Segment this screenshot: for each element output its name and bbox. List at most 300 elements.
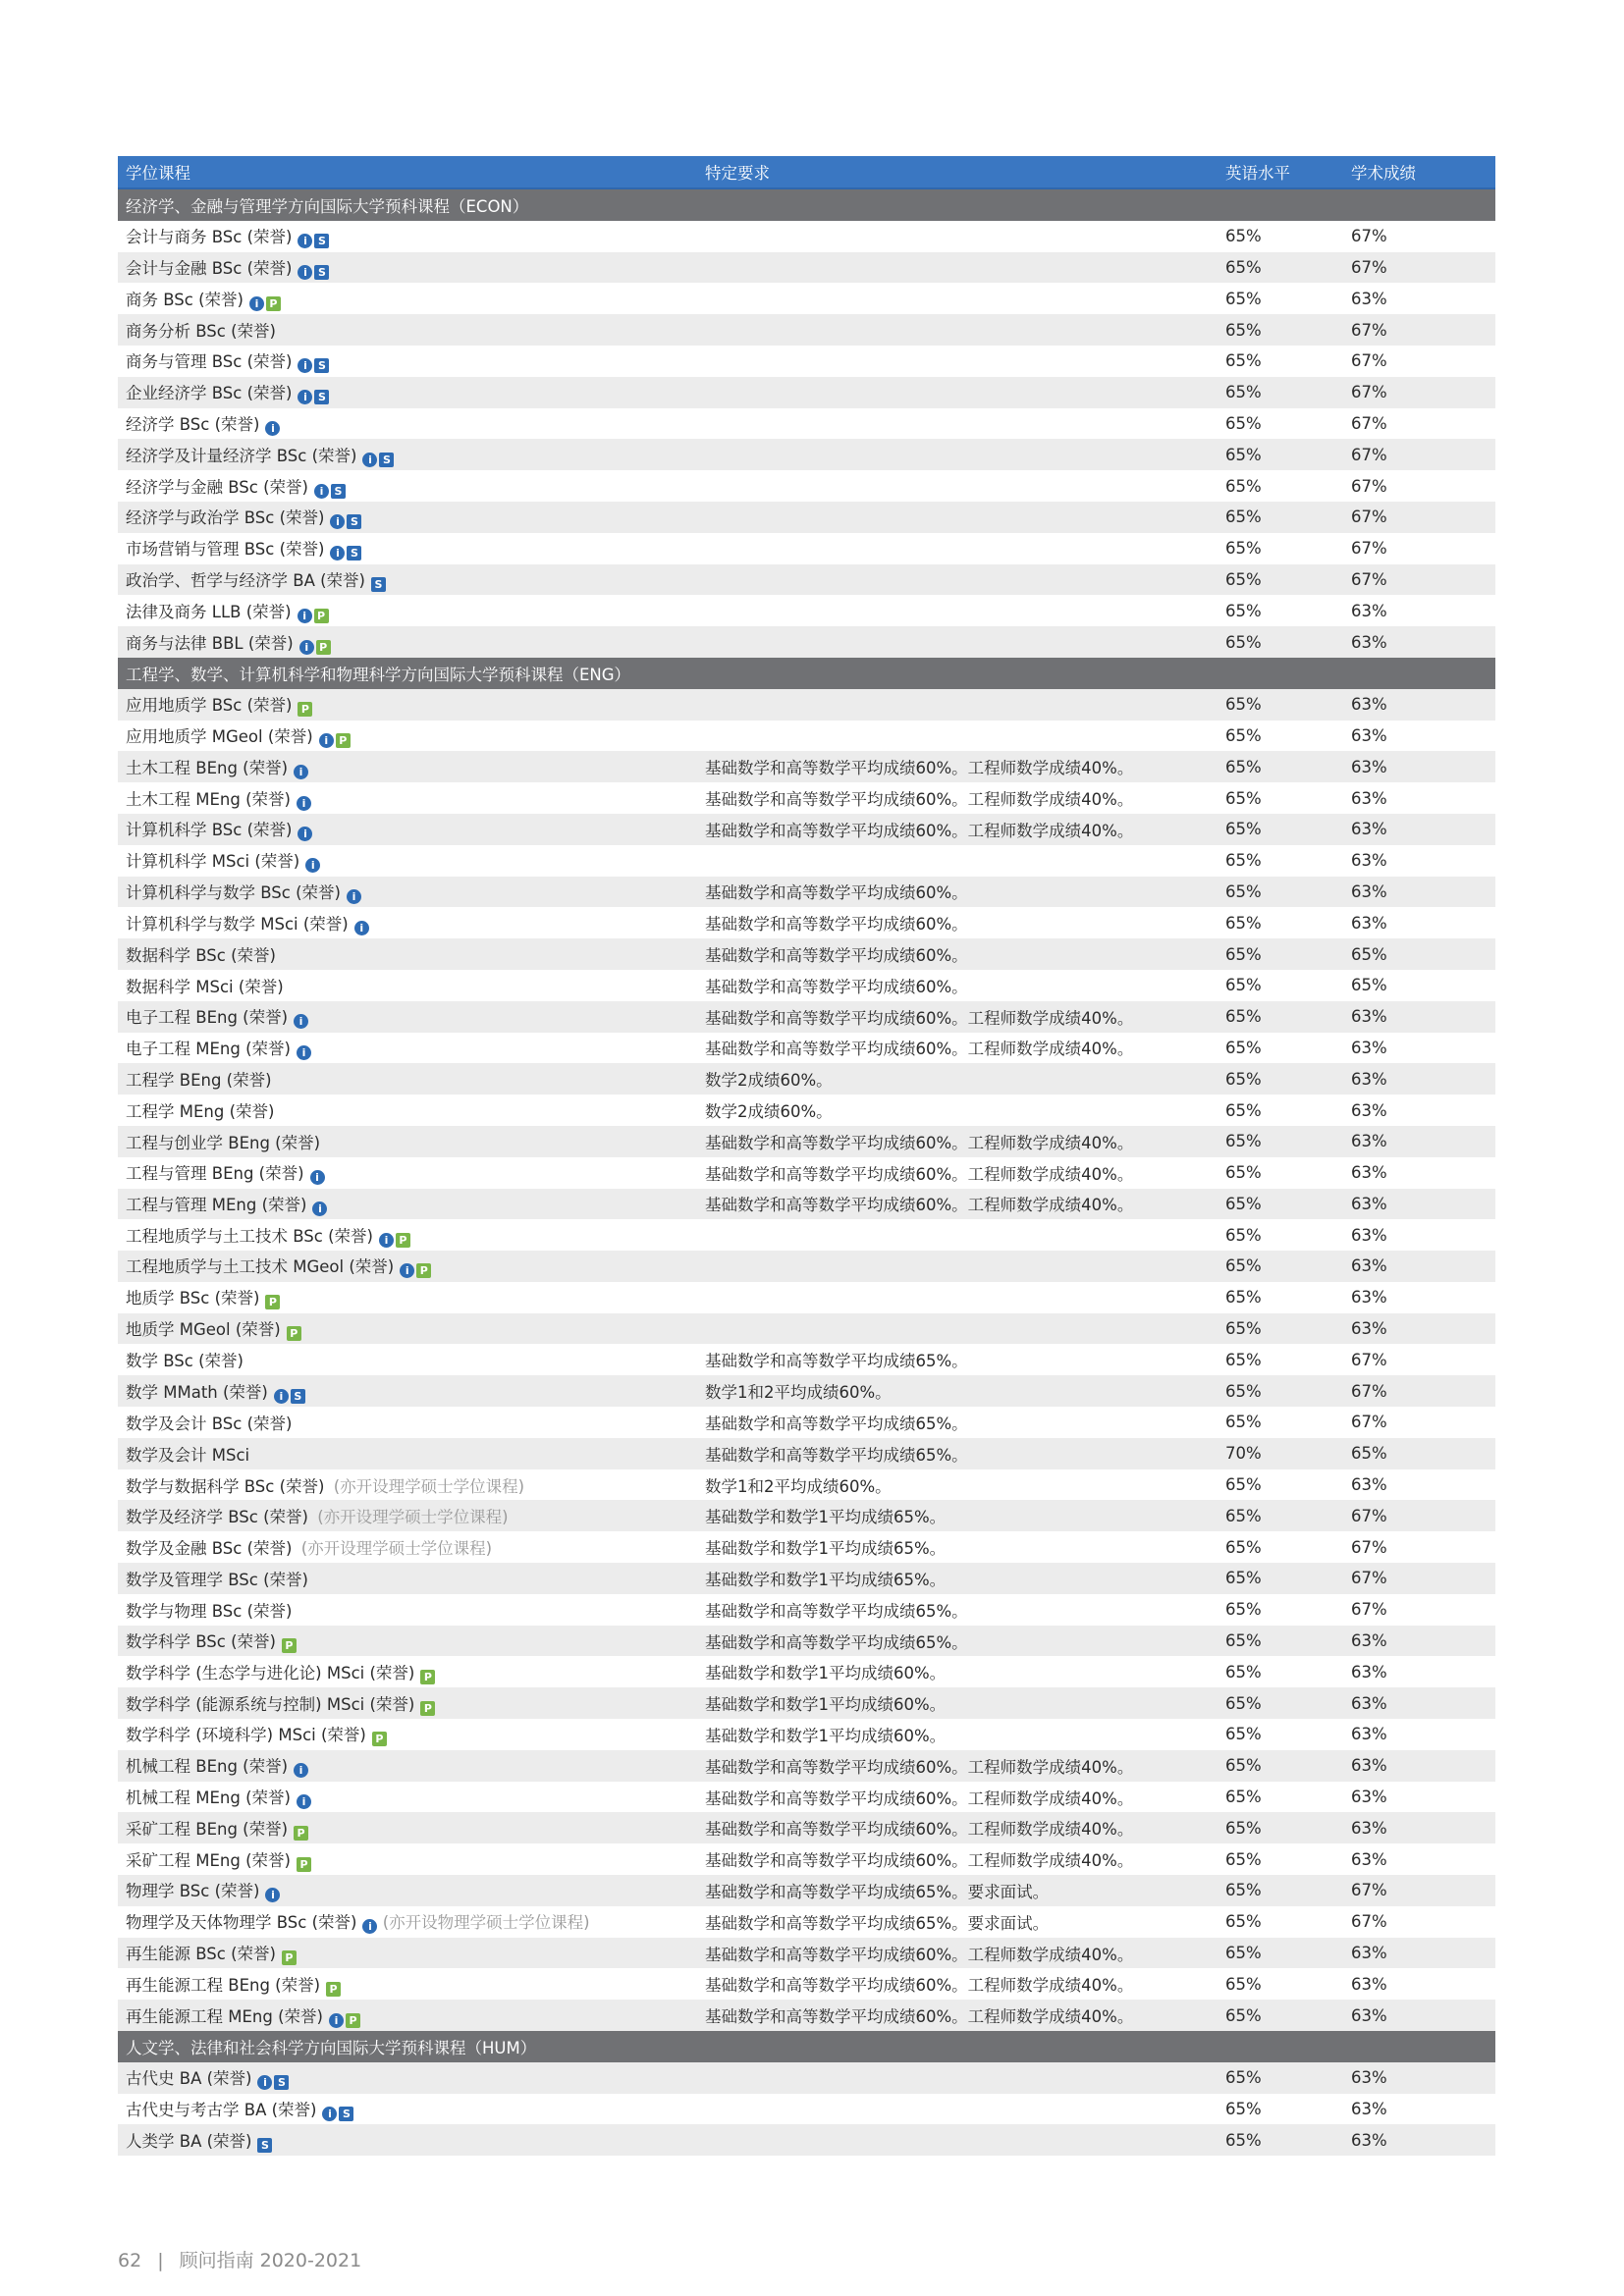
course-cell [118,283,697,314]
academic-score-cell: 67% [1343,1375,1495,1407]
info-icon: i [249,296,264,311]
course-name: 会计与商务 BSc (荣誉) [126,228,293,247]
section-title: 人文学、法律和社会科学方向国际大学预科课程（HUM） [118,2031,1495,2062]
academic-score-cell: 63% [1343,2000,1495,2031]
scholarship-icon: S [291,1389,305,1404]
table-row [118,877,1495,908]
info-icon: i [298,390,312,404]
english-level-cell: 65% [1218,1344,1343,1375]
table-row [118,626,1495,658]
requirement-cell: 数学1和2平均成绩60%。 [697,1375,1218,1407]
course-cell [118,1812,697,1843]
course-cell [118,1438,697,1469]
academic-score-cell: 63% [1343,1157,1495,1189]
english-level-cell: 65% [1218,2124,1343,2156]
academic-score-cell: 63% [1343,1626,1495,1657]
scholarship-icon: S [347,546,361,561]
scholarship-icon: S [314,234,329,248]
requirement-cell: 基础数学和高等数学平均成绩65%。 [697,1626,1218,1657]
requirement-cell [697,626,1218,658]
english-level-cell: 65% [1218,1189,1343,1220]
course-name: 再生能源 BSc (荣誉) [126,1945,276,1964]
scholarship-icon: S [257,2138,272,2153]
academic-score-cell: 63% [1343,751,1495,782]
requirement-cell [697,377,1218,408]
english-level-cell: 65% [1218,2094,1343,2125]
placement-icon: P [416,1263,431,1278]
course-cell [118,1001,697,1033]
english-level-cell: 65% [1218,283,1343,314]
academic-score-cell: 67% [1343,1500,1495,1531]
info-icon: i [330,546,345,561]
academic-score-cell: 67% [1343,221,1495,252]
course-name: 地质学 MGeol (荣誉) [126,1320,281,1340]
table-row [118,1719,1495,1750]
course-name: 企业经济学 BSc (荣誉) [126,384,293,403]
table-row [118,502,1495,533]
academic-score-cell: 67% [1343,1563,1495,1594]
table-row [118,782,1495,814]
scholarship-icon: S [379,453,394,467]
academic-score-cell: 63% [1343,1219,1495,1251]
requirement-cell [697,252,1218,284]
english-level-cell: 65% [1218,533,1343,564]
table-row [118,1126,1495,1157]
academic-score-cell: 63% [1343,814,1495,845]
table-row [118,1375,1495,1407]
table-row [118,533,1495,564]
info-icon: i [274,1389,289,1404]
table-row [118,1875,1495,1906]
academic-score-cell: 67% [1343,533,1495,564]
course-name: 电子工程 BEng (荣誉) [126,1008,289,1028]
course-cell [118,751,697,782]
course-name: 采矿工程 MEng (荣誉) [126,1850,291,1870]
academic-score-cell: 67% [1343,346,1495,377]
academic-score-cell: 67% [1343,439,1495,470]
course-name: 经济学与政治学 BSc (荣誉) [126,508,325,528]
scholarship-icon: S [274,2075,289,2090]
english-level-cell: 65% [1218,1033,1343,1064]
english-level-cell: 65% [1218,439,1343,470]
requirement-cell: 基础数学和数学1平均成绩60%。 [697,1656,1218,1687]
course-name: 工程与创业学 BEng (荣誉) [126,1133,321,1152]
course-cell [118,938,697,970]
english-level-cell: 65% [1218,970,1343,1001]
academic-score-cell: 63% [1343,595,1495,626]
course-name: 数据科学 BSc (荣誉) [126,946,276,966]
requirement-cell [697,1219,1218,1251]
english-level-cell: 65% [1218,689,1343,721]
course-cell [118,1626,697,1657]
course-note: (亦开设理学硕士学位课程) [300,1539,493,1559]
academic-score-cell: 67% [1343,470,1495,502]
requirement-cell: 基础数学和高等数学平均成绩60%。工程师数学成绩40%。 [697,1750,1218,1782]
course-name: 数学及金融 BSc (荣誉) [126,1539,293,1559]
english-level-cell: 65% [1218,1001,1343,1033]
course-name: 数学科学 (生态学与进化论) MSci (荣誉) [126,1663,415,1682]
english-level-cell: 65% [1218,938,1343,970]
english-level-cell: 65% [1218,814,1343,845]
course-name: 再生能源工程 BEng (荣誉) [126,1975,321,1995]
footer-title: 顾问指南 2020-2021 [179,2250,362,2271]
academic-score-cell: 63% [1343,1812,1495,1843]
course-cell [118,1500,697,1531]
placement-icon: P [266,296,281,311]
english-level-cell: 65% [1218,845,1343,877]
academic-score-cell: 63% [1343,877,1495,908]
english-level-cell: 65% [1218,1251,1343,1282]
course-name: 计算机科学 BSc (荣誉) [126,821,293,840]
english-level-cell: 65% [1218,595,1343,626]
course-cell [118,1313,697,1345]
requirement-cell: 基础数学和高等数学平均成绩60%。工程师数学成绩40%。 [697,782,1218,814]
course-cell [118,1594,697,1626]
table-row [118,1594,1495,1626]
english-level-cell: 65% [1218,1750,1343,1782]
table-row [118,814,1495,845]
english-level-cell: 65% [1218,1812,1343,1843]
course-cell [118,2094,697,2125]
course-name: 古代史 BA (荣誉) [126,2069,252,2089]
academic-score-cell: 63% [1343,1750,1495,1782]
info-icon: i [329,2013,344,2028]
course-cell [118,845,697,877]
requirement-cell [697,595,1218,626]
info-icon: i [330,514,345,529]
course-cell [118,626,697,658]
requirement-cell: 基础数学和数学1平均成绩60%。 [697,1687,1218,1719]
placement-icon: P [396,1233,410,1248]
section-row [118,658,1495,689]
table-row [118,1531,1495,1563]
course-cell [118,1033,697,1064]
placement-icon: P [265,1295,280,1309]
english-level-cell: 65% [1218,1407,1343,1438]
requirement-cell [697,564,1218,596]
academic-score-cell: 63% [1343,1938,1495,1969]
table-row [118,1438,1495,1469]
english-level-cell: 70% [1218,1438,1343,1469]
course-note: (亦开设理学硕士学位课程) [317,1508,509,1527]
course-cell [118,1157,697,1189]
scholarship-icon: S [314,358,329,373]
course-cell [118,252,697,284]
info-icon: i [305,858,320,873]
info-icon: i [319,733,334,748]
english-level-cell: 65% [1218,1157,1343,1189]
table-row [118,1812,1495,1843]
info-icon: i [297,1045,311,1060]
course-name: 土木工程 BEng (荣誉) [126,758,289,777]
table-row [118,1407,1495,1438]
academic-score-cell: 63% [1343,2062,1495,2094]
academic-score-cell: 65% [1343,970,1495,1001]
english-level-cell: 65% [1218,1469,1343,1501]
english-level-cell: 65% [1218,751,1343,782]
info-icon: i [298,265,312,280]
course-cell [118,1344,697,1375]
header-course: 学位课程 [118,156,697,188]
table-row [118,938,1495,970]
course-name: 数学及会计 BSc (荣誉) [126,1414,293,1433]
course-cell [118,1219,697,1251]
course-name: 数学科学 (环境科学) MSci (荣誉) [126,1726,366,1745]
course-cell [118,314,697,346]
english-level-cell: 65% [1218,1687,1343,1719]
requirement-cell: 基础数学和高等数学平均成绩60%。工程师数学成绩40%。 [697,751,1218,782]
academic-score-cell: 63% [1343,1313,1495,1345]
info-icon: i [297,1794,311,1809]
requirement-cell [697,346,1218,377]
table-row [118,2094,1495,2125]
academic-score-cell: 65% [1343,1438,1495,1469]
english-level-cell: 65% [1218,1095,1343,1126]
table-row [118,1626,1495,1657]
course-name: 商务与管理 BSc (荣誉) [126,352,293,372]
table-header-row [118,156,1495,188]
section-title: 工程学、数学、计算机科学和物理科学方向国际大学预科课程（ENG） [118,658,1495,689]
requirement-cell [697,2062,1218,2094]
academic-score-cell: 63% [1343,782,1495,814]
english-level-cell: 65% [1218,1626,1343,1657]
table-row [118,907,1495,938]
course-cell [118,1251,697,1282]
placement-icon: P [297,1857,311,1872]
requirement-cell: 基础数学和高等数学平均成绩65%。 [697,1407,1218,1438]
academic-score-cell: 63% [1343,1843,1495,1875]
requirement-cell: 基础数学和数学1平均成绩65%。 [697,1563,1218,1594]
scholarship-icon: S [314,390,329,404]
requirement-cell: 基础数学和数学1平均成绩65%。 [697,1531,1218,1563]
table-row [118,1282,1495,1313]
course-name: 数学及经济学 BSc (荣誉) [126,1508,308,1527]
academic-score-cell: 67% [1343,564,1495,596]
course-name: 商务 BSc (荣誉) [126,290,244,309]
course-cell [118,1687,697,1719]
course-cell [118,1407,697,1438]
academic-score-cell: 67% [1343,377,1495,408]
academic-score-cell: 67% [1343,1875,1495,1906]
course-name: 电子工程 MEng (荣誉) [126,1039,291,1058]
requirement-cell [697,533,1218,564]
table-row [118,1033,1495,1064]
academic-score-cell: 67% [1343,1531,1495,1563]
english-level-cell: 65% [1218,1906,1343,1938]
table-row [118,439,1495,470]
academic-score-cell: 67% [1343,252,1495,284]
course-name: 数学及会计 MSci [126,1445,250,1465]
info-icon: i [298,827,312,841]
table-row [118,721,1495,752]
course-cell [118,1095,697,1126]
table-row [118,2062,1495,2094]
course-cell [118,595,697,626]
requirement-cell: 基础数学和高等数学平均成绩65%。 [697,1438,1218,1469]
academic-score-cell: 63% [1343,689,1495,721]
info-icon: i [314,484,329,499]
requirement-cell: 基础数学和高等数学平均成绩60%。工程师数学成绩40%。 [697,1843,1218,1875]
table-row [118,1563,1495,1594]
english-level-cell: 65% [1218,1126,1343,1157]
course-cell [118,1469,697,1501]
table-row [118,1906,1495,1938]
english-level-cell: 65% [1218,1656,1343,1687]
english-level-cell: 65% [1218,346,1343,377]
requirement-cell: 基础数学和高等数学平均成绩60%。工程师数学成绩40%。 [697,2000,1218,2031]
requirement-cell [697,314,1218,346]
english-level-cell: 65% [1218,377,1343,408]
table-row [118,1219,1495,1251]
course-cell [118,814,697,845]
info-icon: i [310,1170,325,1185]
scholarship-icon: S [314,265,329,280]
course-name: 采矿工程 BEng (荣誉) [126,1819,289,1839]
course-note: (亦开设物理学硕士学位课程) [382,1913,590,1933]
course-cell [118,2000,697,2031]
academic-score-cell: 63% [1343,1968,1495,2000]
academic-score-cell: 63% [1343,907,1495,938]
table-row [118,1313,1495,1345]
course-name: 政治学、哲学与经济学 BA (荣誉) [126,570,365,590]
course-cell [118,1282,697,1313]
english-level-cell: 65% [1218,1500,1343,1531]
course-name: 工程与管理 BEng (荣誉) [126,1164,304,1184]
academic-score-cell: 63% [1343,845,1495,877]
table-row [118,408,1495,440]
info-icon: i [298,358,312,373]
academic-score-cell: 67% [1343,1407,1495,1438]
course-name: 计算机科学与数学 BSc (荣誉) [126,882,341,902]
requirement-cell [697,1313,1218,1345]
academic-score-cell: 63% [1343,1251,1495,1282]
table-row [118,1095,1495,1126]
requirement-cell: 基础数学和高等数学平均成绩60%。工程师数学成绩40%。 [697,1157,1218,1189]
section-title: 经济学、金融与管理学方向国际大学预科课程（ECON） [118,188,1495,221]
course-name: 机械工程 BEng (荣誉) [126,1757,289,1777]
academic-score-cell: 63% [1343,1656,1495,1687]
table-row [118,1344,1495,1375]
scholarship-icon: S [347,514,361,529]
english-level-cell: 65% [1218,1782,1343,1813]
requirement-cell: 基础数学和高等数学平均成绩60%。工程师数学成绩40%。 [697,1938,1218,1969]
academic-score-cell: 63% [1343,721,1495,752]
info-icon: i [265,1888,280,1902]
table-row [118,751,1495,782]
placement-icon: P [287,1326,301,1341]
placement-icon: P [316,640,331,655]
header-academic: 学术成绩 [1343,156,1495,188]
course-cell [118,1126,697,1157]
english-level-cell: 65% [1218,1719,1343,1750]
course-cell [118,470,697,502]
section-row [118,188,1495,221]
table-row [118,1157,1495,1189]
info-icon: i [400,1263,414,1278]
requirement-cell: 基础数学和高等数学平均成绩60%。 [697,907,1218,938]
placement-icon: P [326,1982,341,1997]
academic-score-cell: 65% [1343,938,1495,970]
course-name: 会计与金融 BSc (荣誉) [126,258,293,278]
table-row [118,470,1495,502]
english-level-cell: 65% [1218,1282,1343,1313]
academic-score-cell: 67% [1343,1594,1495,1626]
info-icon: i [379,1233,394,1248]
table-row [118,2000,1495,2031]
course-cell [118,907,697,938]
course-name: 物理学及天体物理学 BSc (荣誉) [126,1913,357,1933]
requirement-cell: 基础数学和高等数学平均成绩65%。 [697,1344,1218,1375]
info-icon: i [298,609,312,623]
english-level-cell: 65% [1218,2062,1343,2094]
academic-score-cell: 63% [1343,2124,1495,2156]
course-name: 人类学 BA (荣誉) [126,2131,252,2151]
info-icon: i [294,1014,308,1029]
placement-icon: P [420,1670,435,1684]
english-level-cell: 65% [1218,564,1343,596]
academic-score-cell: 63% [1343,1033,1495,1064]
course-name: 经济学 BSc (荣誉) [126,414,260,434]
requirement-cell: 基础数学和高等数学平均成绩60%。 [697,970,1218,1001]
scholarship-icon: S [331,484,346,499]
course-name: 法律及商务 LLB (荣誉) [126,602,292,621]
info-icon: i [257,2075,272,2090]
course-name: 古代史与考古学 BA (荣誉) [126,2101,317,2119]
english-level-cell: 65% [1218,470,1343,502]
english-level-cell: 65% [1218,2000,1343,2031]
course-cell [118,877,697,908]
course-cell [118,1063,697,1095]
requirement-cell [697,408,1218,440]
course-name: 经济学与金融 BSc (荣誉) [126,477,308,497]
requirement-cell: 基础数学和高等数学平均成绩60%。工程师数学成绩40%。 [697,1033,1218,1064]
course-name: 数学与物理 BSc (荣誉) [126,1601,293,1621]
requirement-cell: 基础数学和高等数学平均成绩60%。工程师数学成绩40%。 [697,814,1218,845]
table-row [118,377,1495,408]
english-level-cell: 65% [1218,1843,1343,1875]
course-cell [118,1563,697,1594]
requirement-cell: 基础数学和高等数学平均成绩60%。工程师数学成绩40%。 [697,1189,1218,1220]
english-level-cell: 65% [1218,626,1343,658]
scholarship-icon: S [339,2107,353,2121]
academic-score-cell: 63% [1343,1719,1495,1750]
info-icon: i [322,2107,337,2121]
section-row [118,2031,1495,2062]
academic-score-cell: 63% [1343,1189,1495,1220]
table-row [118,1251,1495,1282]
requirement-cell [697,689,1218,721]
info-icon: i [312,1201,327,1216]
course-cell [118,2062,697,2094]
table-row [118,1500,1495,1531]
course-name: 工程地质学与土工技术 BSc (荣誉) [126,1226,373,1246]
table-row [118,970,1495,1001]
requirement-cell [697,283,1218,314]
table-row [118,1469,1495,1501]
course-cell [118,533,697,564]
table-row [118,2124,1495,2156]
requirement-cell [697,439,1218,470]
placement-icon: P [346,2013,360,2028]
scholarship-icon: S [371,577,386,592]
requirement-cell: 基础数学和高等数学平均成绩60%。工程师数学成绩40%。 [697,1001,1218,1033]
english-level-cell: 65% [1218,1375,1343,1407]
table-row [118,221,1495,252]
course-cell [118,1906,697,1938]
academic-score-cell: 63% [1343,1782,1495,1813]
requirement-cell [697,1251,1218,1282]
placement-icon: P [336,733,351,748]
